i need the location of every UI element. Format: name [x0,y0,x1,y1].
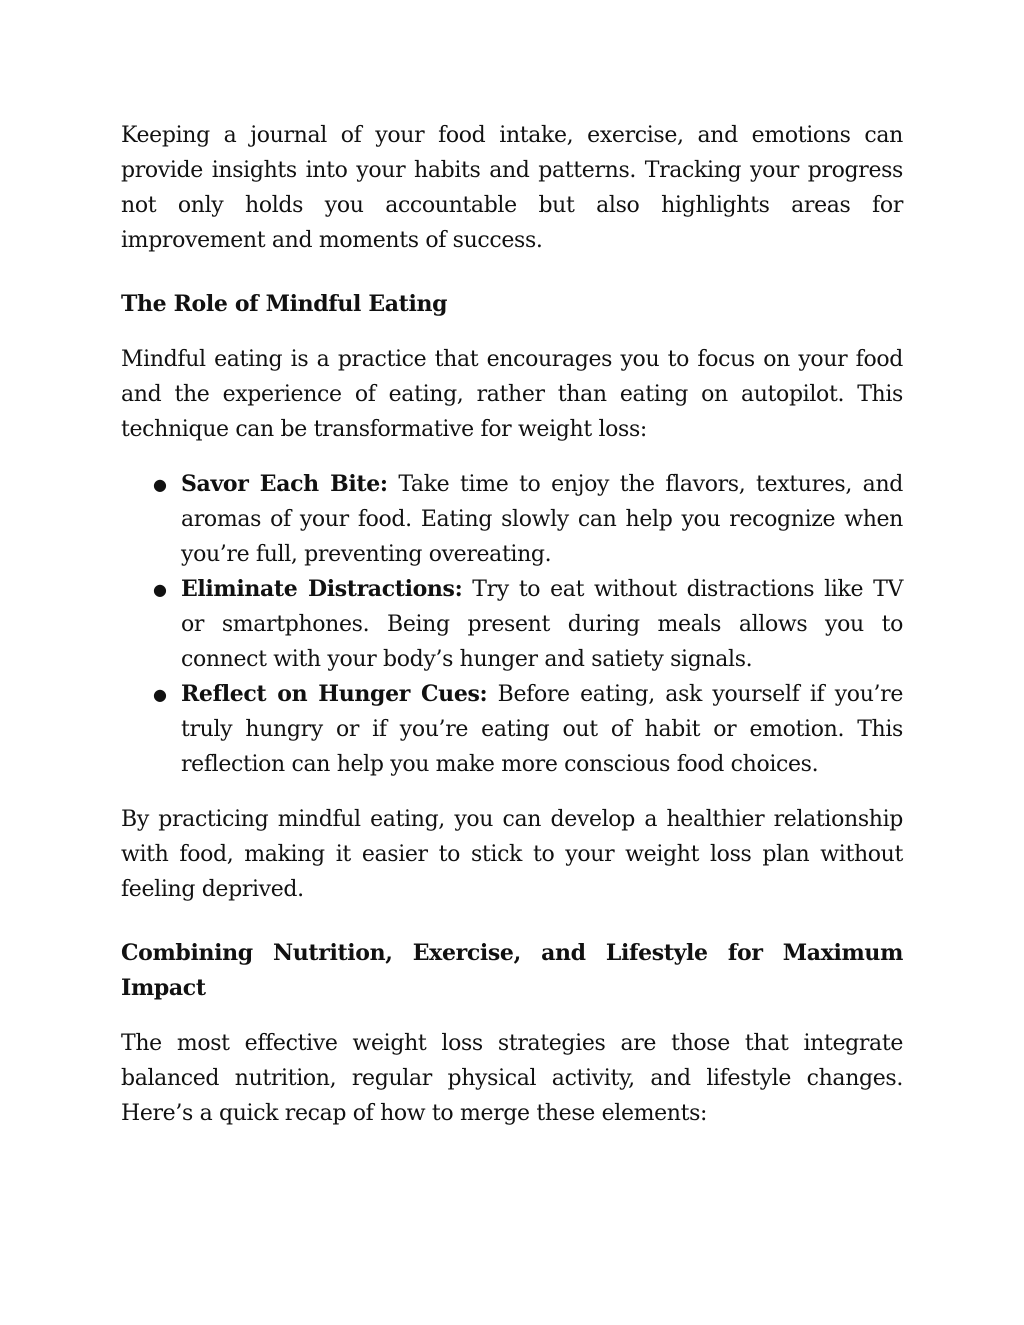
section-heading-mindful-eating: The Role of Mindful Eating [121,291,448,317]
bullet-icon: ● [153,685,167,704]
bullet-text: Try to eat without distractions like TV or smartphones. Being present during meals allows you to connect with your body’s hunger and satiety signals. [181,577,903,672]
bullet-term: Reflect on Hunger Cues: [181,681,488,707]
bullet-term: Savor Each Bite: [181,471,388,497]
list-item [153,467,903,572]
bullet-text: Before eating, ask yourself if you’re truly hungry or if you’re eating out of habit or emotion. This reflection can help you make more conscious food choices. [181,682,903,777]
list-item [153,677,903,782]
section-heading-combining: Combining Nutrition, Exercise, and Lifestyle for Maximum Impact [121,940,903,1001]
intro-paragraph: Keeping a journal of your food intake, exercise, and emotions can provide insights into your habits and patterns. Tracking your progress not only holds you accountable but also highlights areas for improvement and moments of success. [121,123,903,253]
document-page [121,118,903,1131]
bullet-icon: ● [153,580,167,599]
combining-intro-paragraph: The most effective weight loss strategies are those that integrate balanced nutrition, regular physical activity, and lifestyle changes. Here’s a quick recap of how to merge these elements: [121,1031,903,1126]
list-item [153,572,903,677]
mindful-eating-intro-paragraph: Mindful eating is a practice that encourages you to focus on your food and the experience of eating, rather than eating on autopilot. This technique can be transformative for weight loss: [121,347,903,442]
mindful-eating-bullet-list [121,467,903,782]
bullet-text: Take time to enjoy the flavors, textures, and aromas of your food. Eating slowly can help you recognize when you’re full, preventing overeating. [181,472,903,567]
mindful-eating-closing-paragraph: By practicing mindful eating, you can develop a healthier relationship with food, making it easier to stick to your weight loss plan without feeling deprived. [121,807,903,902]
bullet-term: Eliminate Distractions: [181,576,463,602]
bullet-icon: ● [153,475,167,494]
